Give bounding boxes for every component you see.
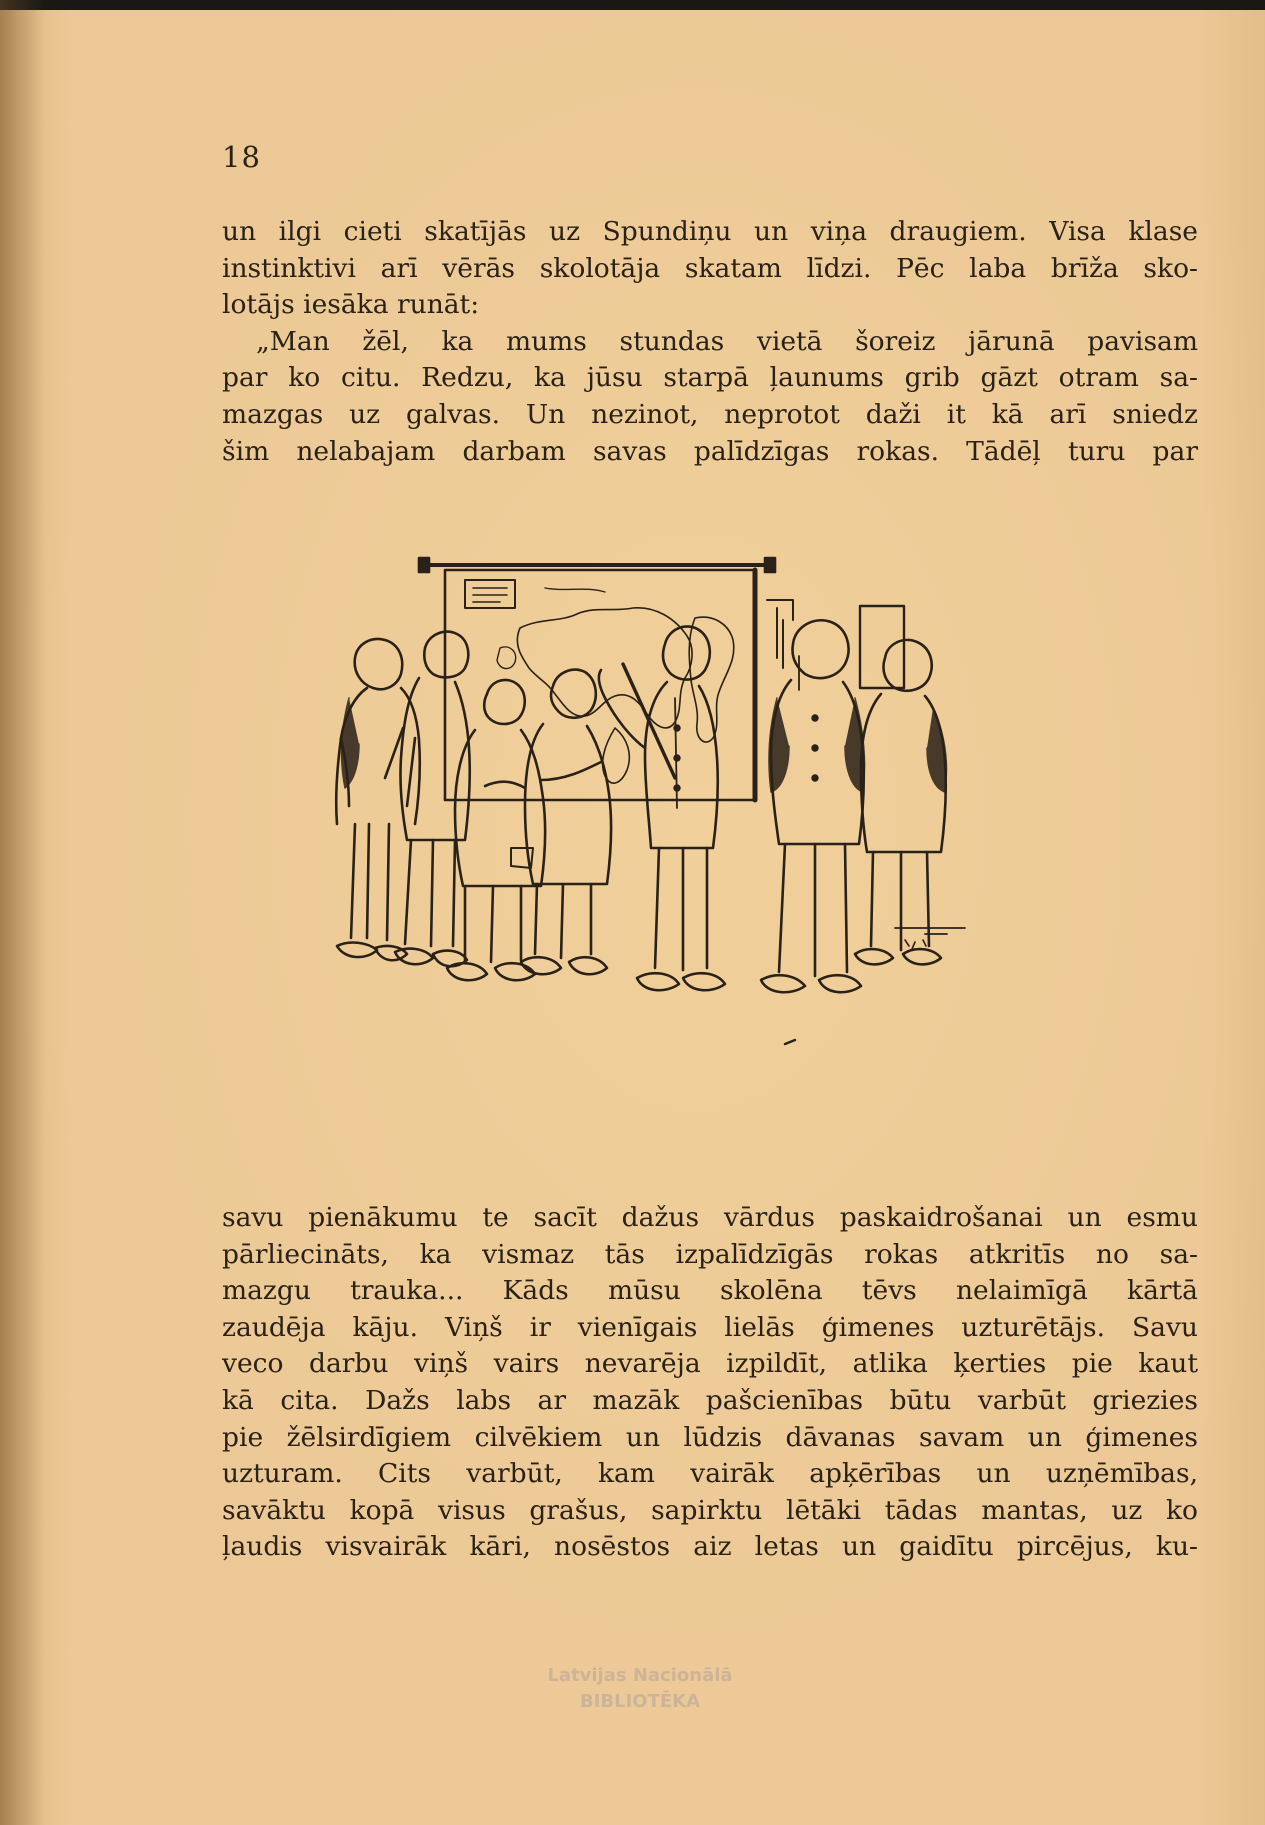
- classroom-illustration: [315, 548, 1135, 1158]
- text-line: ļaudis visvairāk kāri, nosēstos aiz letas un gaidītu pircējus, ku-: [222, 1531, 1198, 1563]
- text-line: šim nelabajam darbam savas palīdzīgas rokas. Tādēļ turu par: [222, 435, 1198, 467]
- text-line: veco darbu viņš vairs nevarēja izpildīt, atlika ķerties pie kaut: [222, 1348, 1198, 1380]
- classroom-wall: [767, 600, 904, 690]
- boy-figure: [447, 680, 601, 980]
- boy-figure: [485, 670, 611, 975]
- text-line: „Man žēl, ka mums stundas vietā šoreiz jārunā pavisam: [256, 325, 1198, 357]
- text-line: kā cita. Dažs labs ar mazāk pašcienības būtu varbūt griezies: [222, 1384, 1198, 1416]
- text-line: par ko citu. Redzu, ka jūsu starpā ļaunums grib gāzt otram sa-: [222, 362, 1198, 394]
- boy-figure: [599, 626, 725, 990]
- page-number: 18: [222, 140, 261, 174]
- text-line: savāktu kopā visus grašus, sapirktu lētāki tādas mantas, uz ko: [222, 1494, 1198, 1526]
- scan-top-edge: [0, 0, 1265, 10]
- text-line: instinktivi arī vērās skolotāja skatam līdzi. Pēc laba brīža sko-: [222, 252, 1198, 284]
- text-line: lotājs iesāka runāt:: [222, 289, 480, 321]
- paragraph-bottom: [222, 1200, 1198, 1566]
- text-line: mazgu trauka... Kāds mūsu skolēna tēvs nelaimīgā kārtā: [222, 1275, 1198, 1307]
- stamp-line: Latvijas Nacionālā: [547, 1665, 733, 1686]
- page-spine-shadow: [0, 0, 46, 1825]
- text-line: pie žēlsirdīgiem cilvēkiem un lūdzis dāvanas savam un ģimenes: [222, 1421, 1198, 1453]
- paragraph-top: [222, 214, 1198, 470]
- text-line: zaudēja kāju. Viņš ir vienīgais lielās ģimenes uzturētājs. Savu: [222, 1311, 1198, 1343]
- text-line: pārliecināts, ka vismaz tās izpalīdzīgās rokas atkritīs no sa-: [222, 1238, 1198, 1270]
- text-line: savu pienākumu te sacīt dažus vārdus paskaidrošanai un esmu: [222, 1202, 1198, 1233]
- boy-figure: [761, 620, 865, 992]
- text-line: un ilgi cieti skatījās uz Spundiņu un viņa draugiem. Visa klase: [222, 216, 1198, 247]
- text-line: mazgas uz galvas. Un nezinot, neprotot daži it kā arī sniedz: [222, 398, 1198, 430]
- text-line: uzturam. Cits varbūt, kam vairāk apķērības un uzņēmības,: [222, 1458, 1198, 1490]
- library-stamp: [520, 1663, 760, 1715]
- stamp-line: BIBLIOTĒKA: [579, 1691, 701, 1712]
